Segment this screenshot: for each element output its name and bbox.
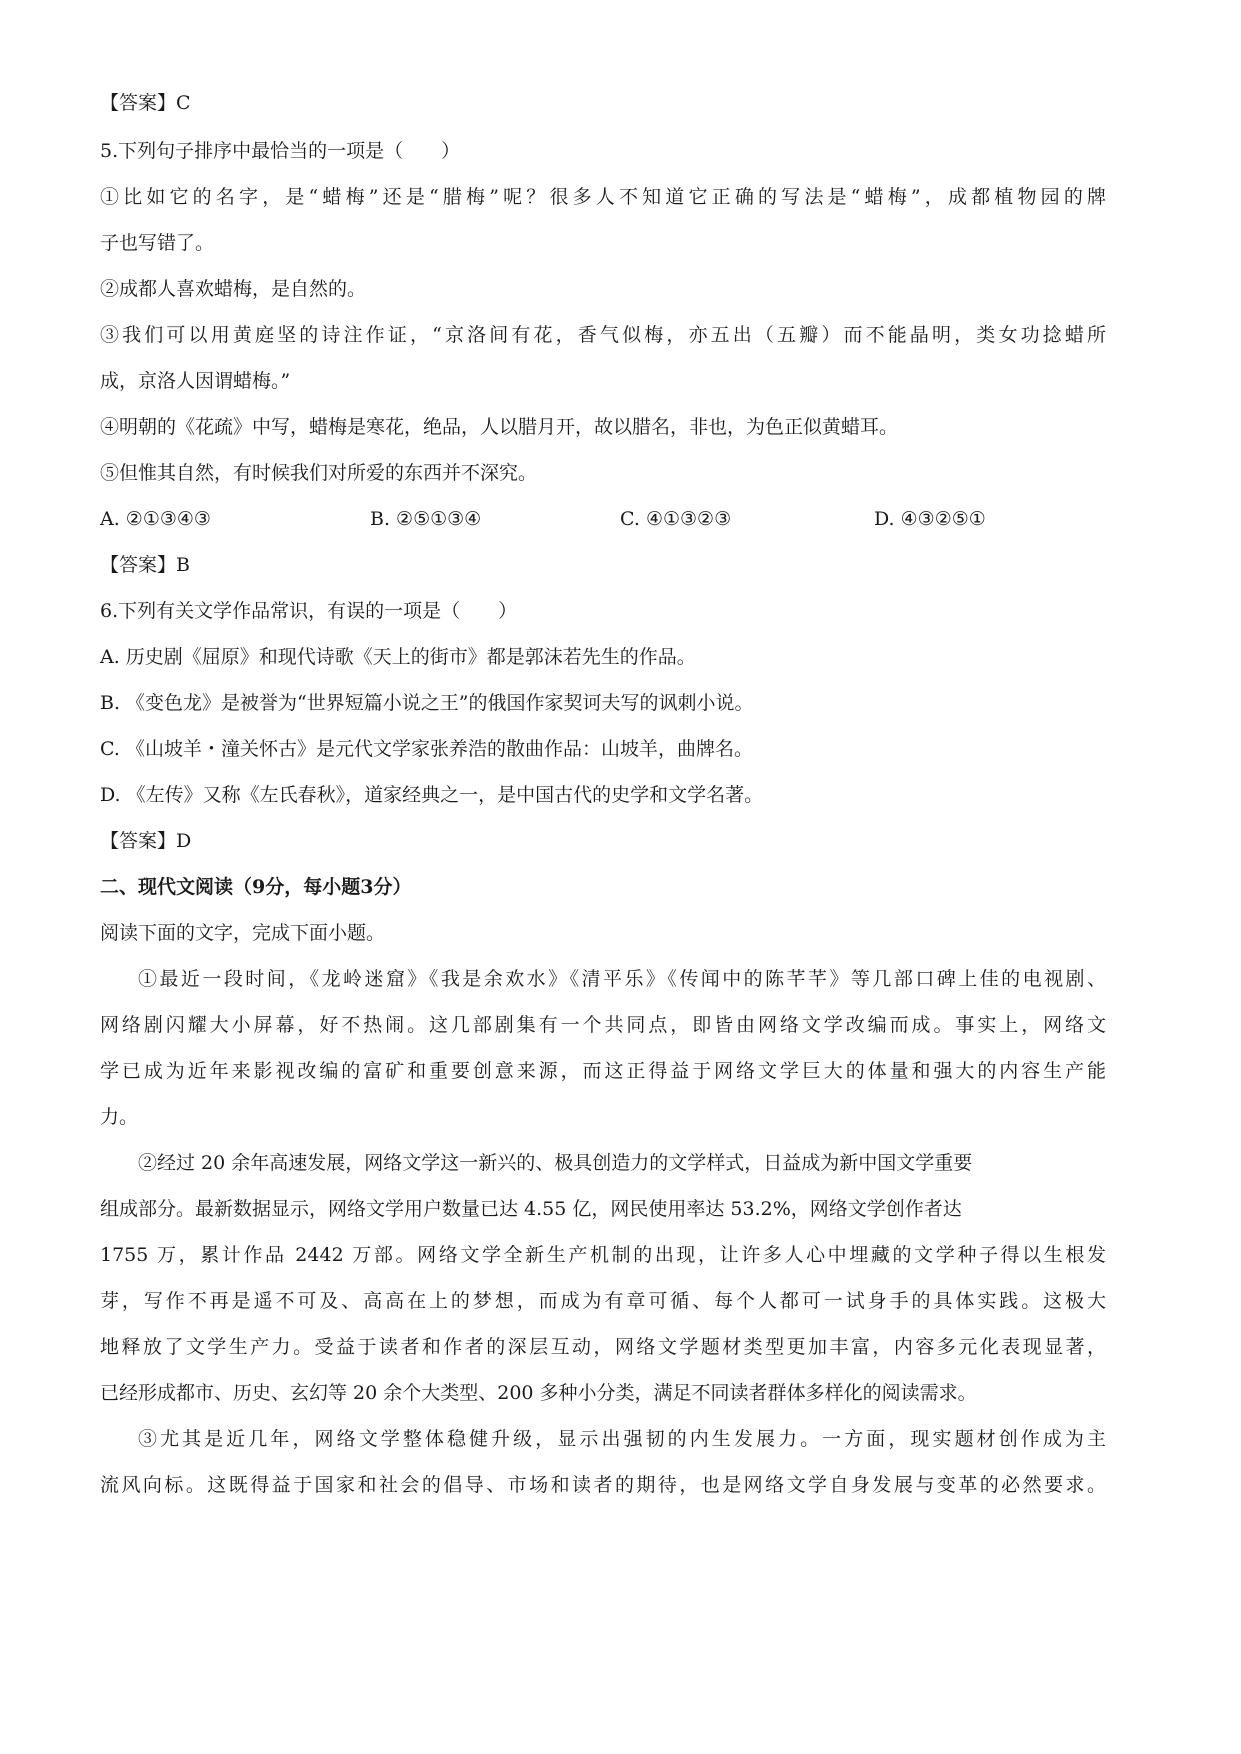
paragraph-3-line-2: 流风向标。这既得益于国家和社会的倡导、市场和读者的期待，也是网络文学自身发展与变革的必然要求。 (100, 1474, 1106, 1496)
paragraph-1-line-1: ①最近一段时间，《龙岭迷窟》《我是余欢水》《清平乐》《传闻中的陈芊芊》等几部口碑上佳的电视剧、 (138, 968, 1106, 990)
reading-instruction: 阅读下面的文字，完成下面小题。 (100, 922, 386, 944)
q5-sentence-3-line-1: ③我们可以用黄庭坚的诗注作证，“京洛间有花，香气似梅，亦五出（五瓣）而不能晶明，类女功捻蜡所 (100, 324, 1106, 346)
paragraph-2-line-6: 已经形成都市、历史、玄幻等 20 余个大类型、200 多种小分类，满足不同读者群体多样化的阅读需求。 (100, 1382, 977, 1404)
answer-q6: 【答案】D (100, 830, 192, 852)
q5-sentence-1-line-2: 子也写错了。 (100, 232, 215, 254)
paragraph-2-line-1: ②经过 20 余年高速发展，网络文学这一新兴的、极具创造力的文学样式，日益成为新中国文学重要 (138, 1152, 973, 1174)
q5-option-d: D. ④③②⑤① (874, 508, 986, 530)
paragraph-2-line-3: 1755 万，累计作品 2442 万部。网络文学全新生产机制的出现，让许多人心中埋藏的文学种子得以生根发 (100, 1244, 1106, 1266)
paragraph-2-line-4: 芽，写作不再是遥不可及、高高在上的梦想，而成为有章可循、每个人都可一试身手的具体实践。这极大 (100, 1290, 1106, 1312)
q6-option-b: B. 《变色龙》是被誉为“世界短篇小说之王”的俄国作家契诃夫写的讽刺小说。 (100, 692, 754, 714)
q5-sentence-4: ④明朝的《花疏》中写，蜡梅是寒花，绝品，人以腊月开，故以腊名，非也，为色正似黄蜡耳。 (100, 416, 899, 438)
q5-option-b: B. ②⑤①③④ (370, 508, 482, 530)
q6-stem: 6.下列有关文学作品常识，有误的一项是（ ） (100, 600, 518, 622)
q6-option-d: D. 《左传》又称《左氏春秋》，道家经典之一，是中国古代的史学和文学名著。 (100, 784, 764, 806)
q5-sentence-2: ②成都人喜欢蜡梅，是自然的。 (100, 278, 367, 300)
q5-sentence-3-line-2: 成，京洛人因谓蜡梅。” (100, 370, 291, 392)
q5-sentence-1-line-1: ①比如它的名字，是“蜡梅”还是“腊梅”呢？很多人不知道它正确的写法是“蜡梅”，成都植物园的牌 (100, 186, 1106, 208)
paragraph-2-line-2: 组成部分。最新数据显示，网络文学用户数量已达 4.55 亿，网民使用率达 53.2%，网络文学创作者达 (100, 1198, 962, 1220)
paragraph-1-line-2: 网络剧闪耀大小屏幕，好不热闹。这几部剧集有一个共同点，即皆由网络文学改编而成。事实上，网络文 (100, 1014, 1106, 1036)
q6-option-c: C. 《山坡羊・潼关怀古》是元代文学家张养浩的散曲作品：山坡羊，曲牌名。 (100, 738, 753, 760)
paragraph-2-line-5: 地释放了文学生产力。受益于读者和作者的深层互动，网络文学题材类型更加丰富，内容多元化表现显著， (100, 1336, 1106, 1358)
q5-sentence-5: ⑤但惟其自然，有时候我们对所爱的东西并不深究。 (100, 462, 538, 484)
section-heading: 二、现代文阅读（9分，每小题3分） (100, 876, 412, 898)
q6-option-a: A. 历史剧《屈原》和现代诗歌《天上的街市》都是郭沫若先生的作品。 (100, 646, 696, 668)
paragraph-1-line-3: 学已成为近年来影视改编的富矿和重要创意来源，而这正得益于网络文学巨大的体量和强大的内容生产能 (100, 1060, 1106, 1082)
q5-option-c: C. ④①③②③ (620, 508, 732, 530)
q5-stem: 5.下列句子排序中最恰当的一项是（ ） (100, 140, 461, 162)
q5-option-a: A. ②①③④③ (100, 508, 211, 530)
answer-q4: 【答案】C (100, 92, 191, 114)
answer-q5: 【答案】B (100, 554, 190, 576)
paragraph-3-line-1: ③尤其是近几年，网络文学整体稳健升级，显示出强韧的内生发展力。一方面，现实题材创作成为主 (138, 1428, 1106, 1450)
paragraph-1-line-4: 力。 (100, 1106, 139, 1128)
